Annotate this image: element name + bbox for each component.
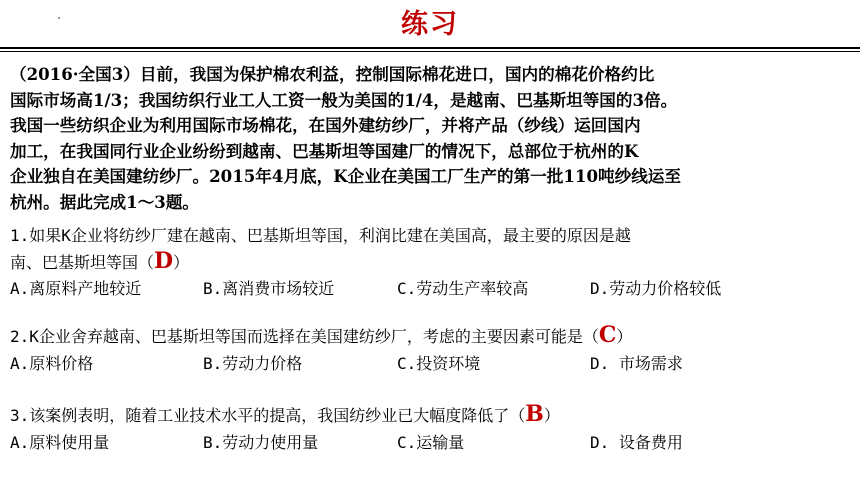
question-2-option-c: C.投资环境: [397, 353, 481, 373]
question-1-text: 1.如果K企业将纺纱厂建在越南、巴基斯坦等国，利润比建在美国高，最主要的原因是越 南、巴基斯坦等国（: [10, 226, 631, 272]
question-2-option-a: A.原料价格: [10, 353, 94, 373]
question-3-option-b: B.劳动力使用量: [203, 432, 319, 452]
question-1-option-b: B.离消费市场较近: [203, 279, 335, 298]
question-3-option-a: A.原料使用量: [10, 432, 110, 452]
question-2-stem: [10, 323, 852, 350]
question-3-option-d: D. 设备费用: [590, 432, 683, 452]
reading-passage: （2016·全国3）目前，我国为保护棉农利益，控制国际棉花进口，国内的棉花价格约比 国际市场高1/3；我国纺织行业工人工资一般为美国的1/4，是越南、巴基斯坦等国的3倍。 我国一些纺织企业为利用国际市场棉花，在国外建纺纱厂，并将产品（纱线）运回国内 加工，在我国同行业企业纷纷到越南、巴基斯坦等国建厂的情况下，总部位于杭州的K 企业独自在美国建纺纱厂。2015年4月底，K企业在美国工厂生产的第一批110吨纱线运至 杭州。据此完成1～3题。: [10, 64, 681, 212]
question-1: [10, 223, 852, 302]
question-3-text: 3.该案例表明，随着工业技术水平的提高，我国纺纱业已大幅度降低了（: [10, 406, 526, 425]
question-2-options: [10, 351, 852, 377]
title-rule-thick: [0, 47, 860, 49]
question-2-close-paren: ）: [616, 327, 633, 346]
question-1-option-c: C.劳动生产率较高: [397, 279, 529, 298]
question-1-close-paren: ）: [173, 252, 190, 272]
question-1-option-a: A.离原料产地较近: [10, 279, 142, 298]
question-3: [10, 402, 852, 455]
question-2-answer: C: [598, 322, 617, 348]
title-rule-thin: [0, 51, 860, 52]
question-3-stem: [10, 402, 852, 429]
question-3-close-paren: ）: [543, 406, 560, 425]
question-2-option-d: D. 市场需求: [590, 353, 683, 373]
question-1-options: [10, 276, 852, 302]
question-1-stem: [10, 223, 852, 275]
question-3-answer: B: [525, 401, 544, 427]
question-1-option-d: D.劳动力价格较低: [590, 279, 722, 298]
question-2-text: 2.K企业舍弃越南、巴基斯坦等国而选择在美国建纺纱厂，考虑的主要因素可能是（: [10, 327, 599, 346]
question-3-options: [10, 430, 852, 456]
question-1-answer: D: [154, 247, 174, 274]
question-2-option-b: B.劳动力价格: [203, 353, 303, 373]
question-3-option-c: C.运输量: [397, 432, 465, 452]
question-2: [10, 323, 852, 376]
page-title: 练习: [401, 9, 459, 40]
